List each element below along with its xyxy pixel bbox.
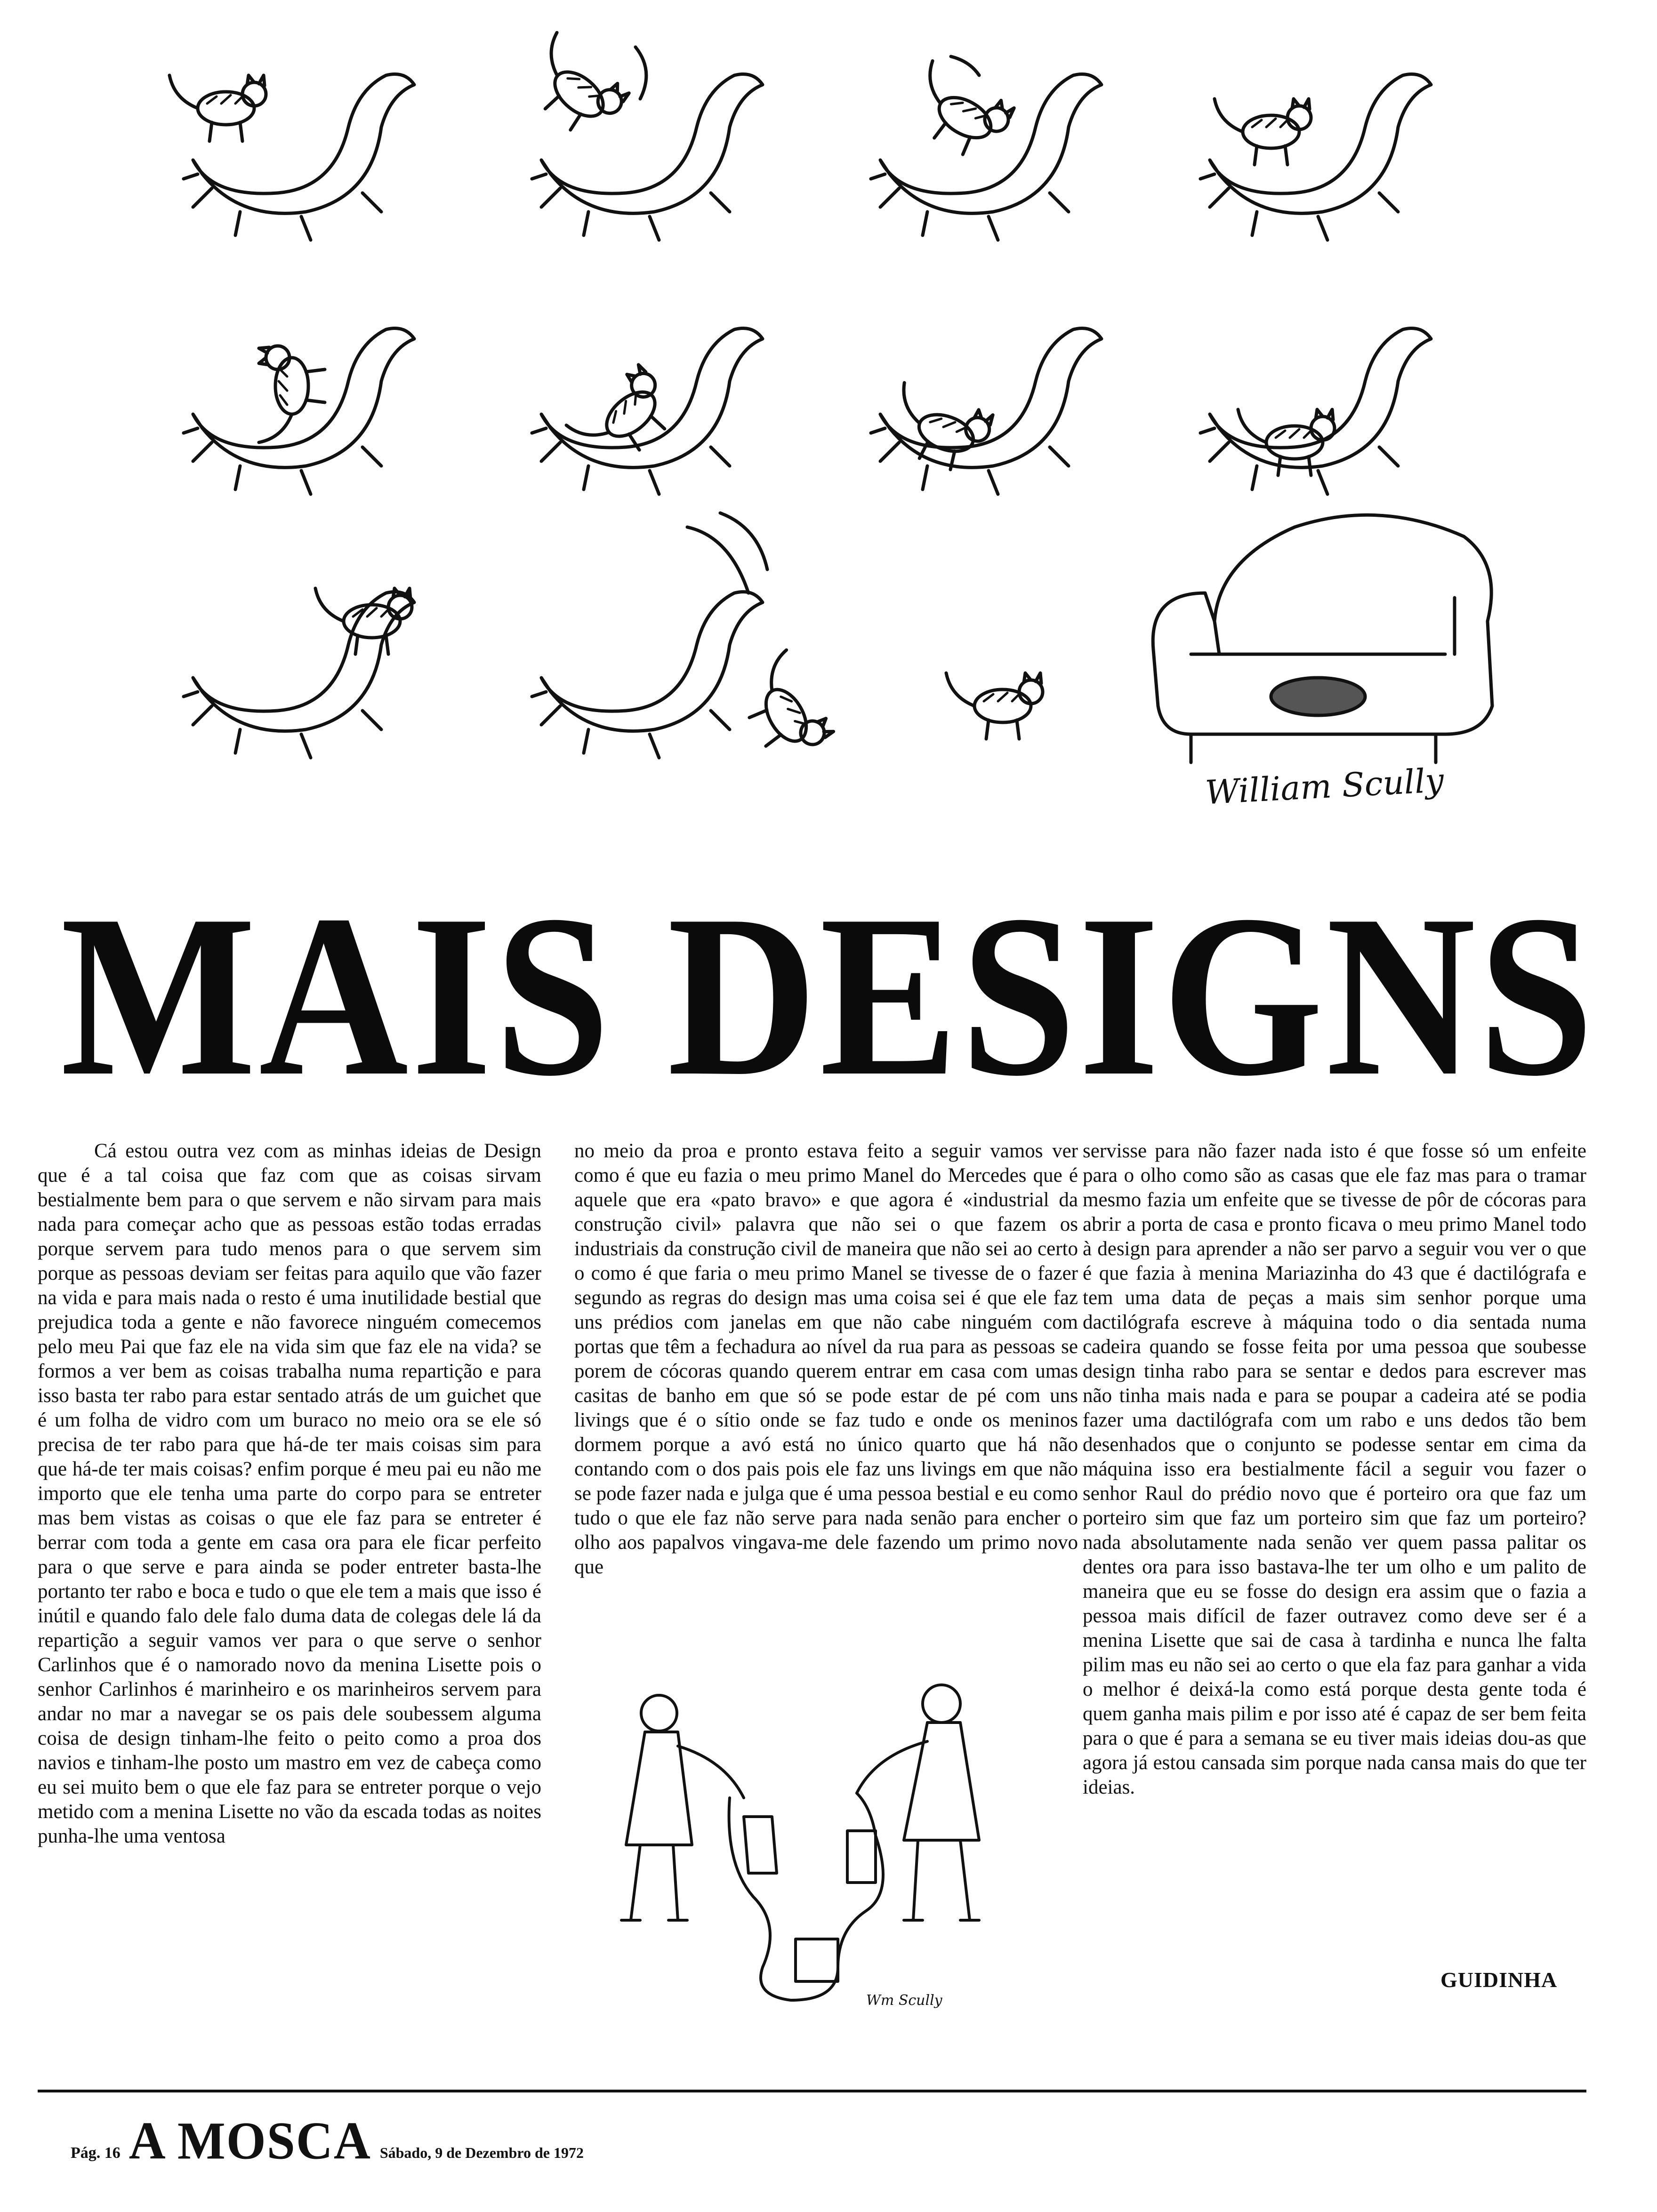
svg-text:Wm Scully: Wm Scully: [866, 1992, 942, 2009]
men-chain-chairs-cartoon: [574, 1675, 1073, 2014]
article-text-col1: Cá estou outra vez com as minhas ideias de Design que é a tal coisa que faz com que as coisas sirvam bestialmente bem para o que servem e não sirvam para mais nada para começar acho que as pessoas estão todas erradas porque servem para tudo menos para o que servem sim porque as pessoas deviam ser feitas para aquilo que vão fazer na vida e para mais nada o resto é uma inutilidade bestial que prejudica toda a gente e não favorece ninguém comecemos pelo meu Pai que faz ele na vida sim que faz ele na vida? se formos a ver bem as coisas trabalha numa repartição e para isso basta ter rabo para estar sentado atrás de um guichet que é um folha de vidro com um buraco no meio ora se ele só precisa de ter rabo para que há-de ter mais coisas sim para que há-de ter mais coisas? enfim porque é meu pai eu não me importo que ele tenha uma parte do corpo para se entreter mas bem vistas as coisas o que ele faz para se entreter é berrar com toda a gente em casa ora para ele ficar perfeito para o que serve e para ainda se poder entreter basta-lhe portanto ter rabo e boca e tudo o que ele tem a mais que isso é inútil e quando falo dele falo duma data de colegas dele lá da repartição a seguir vamos ver para o que serve o senhor Carlinhos que é o namorado novo da menina Lisette pois o senhor Carlinhos é marinheiro e os marinheiros servem para andar no mar a navegar se os pais dele soubessem alguma coisa de design tinham-lhe feito o peito como a proa dos navios e tinham-lhe posto um mastro em vez de cabeça como eu sei muito bem o que ele faz para se entreter porque o vejo metido com a menina Lisette no vão da escada todas as noites punha-lhe uma ventosa: [38, 1140, 541, 1847]
page-number: Pág. 16: [71, 2144, 121, 2162]
cartoon-drawing-2: [574, 1675, 1073, 2014]
article-column-2: [574, 1139, 1078, 1579]
footer-rule: [38, 2090, 1586, 2092]
cartoon-drawing: [155, 28, 1549, 838]
article-text-col3: servisse para não fazer nada isto é que fosse só um enfeite para o olho como são as casas que ele faz mas para o tramar mesmo fazia um enfeite que se tivesse de pôr de cócoras para abrir a porta de casa e pronto ficava o meu primo Manel todo à design para aprender a não ser parvo a seguir vou ver o que é que fazia à menina Mariazinha do 43 que é dactilógrafa e tem uma data de peças a mais sim senhor porque uma dactilógrafa escreve à máquina todo o dia sentada numa cadeira quando se fosse feita por uma pessoa que soubesse design tinha rabo para se sentar e dedos para escrever mas não tinha mais nada e para se poupar a cadeira até se podia fazer uma dactilógrafa com um rabo e uns dedos tão bem desenhados que o conjunto se podesse sentar em cima da máquina isso era bestialmente fácil a seguir vou fazer o senhor Raul do prédio novo que é porteiro ora que faz um porteiro sim que faz um porteiro sim que faz um porteiro? nada absolutamente nada senão ver quem passa palitar os dentes ora para isso bastava-lhe ter um olho e um palito de maneira que eu se fosse do design era assim que o fazia a pessoa mais difícil de fazer outravez como deve ser é a menina Lisette que sai de casa à tardinha e nunca lhe falta pilim mas eu não sei ao certo o que ela faz para ganhar a vida o melhor é deixá-la como está porque desta gente toda é quem ganha mais pilim e por isso até é capaz de ser bem feita para o que é para a semana se eu tiver mais ideias dou-as que agora já estou cansada sim porque nada cansa mais do que ter ideias.: [1083, 1140, 1586, 1798]
artist-signature: William Scully: [1204, 761, 1445, 812]
article-column-1: [38, 1139, 541, 1849]
article-text-col2: no meio da proa e pronto estava feito a seguir vamos ver como é que eu fazia o meu primo Manel do Mercedes que é aquele que era «pato bravo» e que agora é «industrial da construção civil» palavra que não sei o que fazem os industriais da construção civil de maneira que não sei ao certo o como é que faria o meu primo Manel se tivesse de o fazer segundo as regras do design mas uma coisa sei é que ele faz uns prédios com janelas em que não cabe ninguém com portas que têm a fechadura ao nível da rua para as pessoas se porem de cócoras quando querem entrar em casa com umas casitas de banho em que só se pode estar de pé com uns livings que é o sítio onde se faz tudo e onde os meninos dormem porque a avó está no único quarto que há não contando com o dos pais pois ele faz uns livings em que não se pode fazer nada e julga que é uma pessoa bestial e eu como tudo o que ele faz não serve para nada senão para encher o olho aos papalvos vingava-me dele fazendo um primo novo que: [574, 1140, 1078, 1578]
publication-date: Sábado, 9 de Dezembro de 1972: [379, 2144, 584, 2161]
publication-name: A MOSCA: [129, 2112, 371, 2171]
page-footer: [71, 2112, 584, 2171]
article-author: GUIDINHA: [1440, 1968, 1558, 1992]
cat-chair-cartoon: [155, 28, 1549, 838]
article-column-3: [1083, 1139, 1586, 1800]
headline: MAIS DESIGNS: [60, 867, 1597, 1124]
